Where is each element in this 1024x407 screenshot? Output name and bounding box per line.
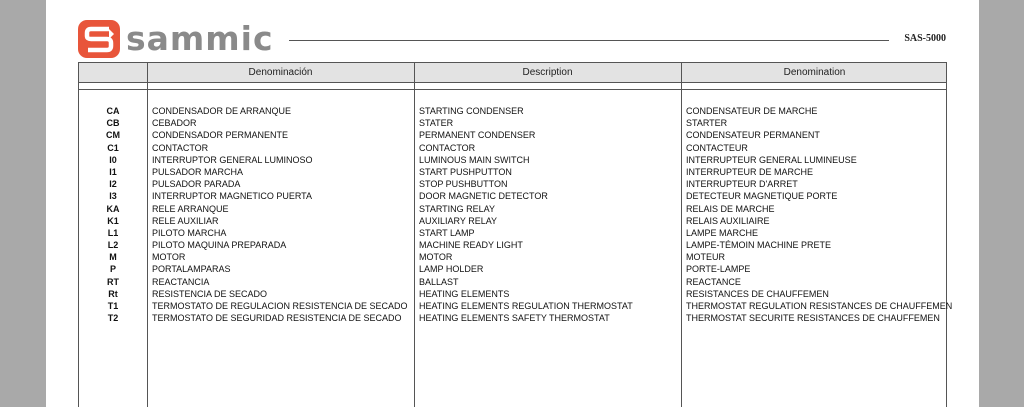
- table-row: [79, 227, 946, 239]
- spanish-cell: INTERRUPTOR MAGNETICO PUERTA: [152, 191, 313, 202]
- table-row: [79, 166, 946, 178]
- table-row: [79, 239, 946, 251]
- component-table: [78, 62, 953, 407]
- code-cell: CM: [106, 130, 120, 141]
- french-cell: CONTACTEUR: [686, 142, 748, 153]
- code-cell: M: [109, 252, 117, 263]
- english-cell: LUMINOUS MAIN SWITCH: [419, 154, 530, 165]
- code-cell: L2: [107, 240, 119, 251]
- english-cell: PERMANENT CONDENSER: [419, 130, 536, 141]
- english-cell: HEATING ELEMENTS: [419, 288, 510, 299]
- french-cell: LAMPE MARCHE: [686, 227, 759, 238]
- table-row: [79, 154, 946, 166]
- french-cell: THERMOSTAT REGULATION RESISTANCES DE CHAUFFEMEN: [686, 301, 953, 311]
- table-row: [79, 117, 946, 129]
- code-cell: KA: [106, 203, 120, 214]
- spanish-cell: MOTOR: [152, 252, 186, 263]
- code-cell: I0: [109, 154, 117, 165]
- english-cell: LAMP HOLDER: [419, 264, 484, 275]
- header-rule: [289, 40, 889, 41]
- table-header: [79, 63, 946, 83]
- column-header-code: [79, 63, 147, 82]
- code-cell: T2: [107, 313, 119, 324]
- french-cell: PORTE-LAMPE: [686, 264, 751, 275]
- french-cell: RELAIS AUXILIAIRE: [686, 215, 770, 226]
- french-cell: INTERRUPTEUR DE MARCHE: [686, 166, 814, 177]
- french-cell: THERMOSTAT SECURITE RESISTANCES DE CHAUFFEMEN: [686, 313, 940, 324]
- spanish-cell: RELE AUXILIAR: [152, 215, 219, 226]
- code-cell: RT: [107, 276, 119, 287]
- table-row: [79, 300, 953, 312]
- english-cell: STARTING RELAY: [419, 203, 496, 214]
- table-body: [79, 105, 953, 324]
- french-cell: INTERRUPTEUR D'ARRET: [686, 179, 798, 190]
- code-cell: I1: [109, 166, 117, 177]
- spanish-cell: REACTANCIA: [152, 276, 210, 287]
- spanish-cell: TERMOSTATO DE SEGURIDAD RESISTENCIA DE SECADO: [152, 313, 402, 324]
- spanish-cell: PORTALAMPARAS: [152, 264, 231, 275]
- column-header-english: Description: [522, 67, 573, 78]
- french-cell: STARTER: [686, 118, 728, 129]
- english-cell: HEATING ELEMENTS SAFETY THERMOSTAT: [419, 313, 610, 324]
- table-row: [79, 203, 946, 215]
- english-cell: START PUSHPUTTON: [419, 166, 512, 177]
- column-header-french: Denomination: [783, 67, 846, 78]
- spanish-cell: PILOTO MARCHA: [152, 227, 227, 238]
- french-cell: MOTEUR: [686, 252, 725, 263]
- code-cell: L1: [107, 227, 119, 238]
- spanish-cell: CONDENSADOR PERMANENTE: [152, 130, 289, 141]
- english-cell: HEATING ELEMENTS REGULATION THERMOSTAT: [419, 301, 633, 311]
- spanish-cell: INTERRUPTOR GENERAL LUMINOSO: [152, 154, 313, 165]
- english-cell: MOTOR: [419, 252, 453, 263]
- english-cell: AUXILIARY RELAY: [419, 215, 498, 226]
- table-row: [79, 276, 946, 288]
- english-cell: START LAMP: [419, 227, 475, 238]
- code-cell: T1: [107, 301, 119, 311]
- code-cell: CA: [106, 106, 120, 116]
- french-cell: CONDENSATEUR DE MARCHE: [686, 106, 818, 116]
- french-cell: RELAIS DE MARCHE: [686, 203, 775, 214]
- spanish-cell: RELE ARRANQUE: [152, 203, 229, 214]
- code-cell: K1: [107, 215, 119, 226]
- table-row: [79, 251, 946, 263]
- code-cell: I2: [109, 179, 117, 190]
- spanish-cell: CONDENSADOR DE ARRANQUE: [152, 106, 292, 116]
- spanish-cell: TERMOSTATO DE REGULACION RESISTENCIA DE SECADO: [152, 301, 408, 311]
- table-row: [79, 105, 946, 117]
- french-cell: INTERRUPTEUR GENERAL LUMINEUSE: [686, 154, 857, 165]
- table-row: [79, 288, 946, 300]
- table-row: [79, 312, 946, 324]
- code-cell: Rt: [108, 288, 118, 299]
- english-cell: DOOR MAGNETIC DETECTOR: [419, 191, 548, 202]
- english-cell: STARTING CONDENSER: [419, 106, 524, 116]
- english-cell: STOP PUSHBUTTON: [419, 179, 508, 190]
- spanish-cell: CONTACTOR: [152, 142, 209, 153]
- table-row: [79, 129, 946, 141]
- spanish-cell: PULSADOR PARADA: [152, 179, 241, 190]
- spanish-cell: RESISTENCIA DE SECADO: [152, 288, 268, 299]
- body-top-rule: [79, 89, 946, 90]
- french-cell: LAMPE-TÉMOIN MACHINE PRETE: [686, 240, 832, 251]
- table-row: [79, 142, 946, 154]
- french-cell: REACTANCE: [686, 276, 741, 287]
- sammic-logo: [78, 20, 274, 58]
- table-row: [79, 263, 946, 275]
- column-header-spanish: Denominación: [248, 67, 313, 78]
- document-page: [46, 0, 979, 407]
- code-cell: I3: [109, 191, 117, 202]
- english-cell: STATER: [419, 118, 454, 129]
- table-row: [79, 190, 946, 202]
- spanish-cell: PULSADOR MARCHA: [152, 166, 244, 177]
- code-cell: P: [109, 264, 116, 275]
- english-cell: MACHINE READY LIGHT: [419, 240, 523, 251]
- spanish-cell: PILOTO MAQUINA PREPARADA: [152, 240, 287, 251]
- french-cell: CONDENSATEUR PERMANENT: [686, 130, 820, 141]
- table-row: [79, 178, 946, 190]
- code-cell: C1: [107, 142, 119, 153]
- code-cell: CB: [106, 118, 120, 129]
- english-cell: CONTACTOR: [419, 142, 476, 153]
- sammic-logo-icon: [78, 20, 120, 58]
- english-cell: BALLAST: [419, 276, 459, 287]
- table-row: [79, 215, 946, 227]
- model-number: SAS-5000: [904, 33, 946, 44]
- french-cell: RESISTANCES DE CHAUFFEMEN: [686, 288, 829, 299]
- brand-name: sammic: [126, 19, 274, 58]
- french-cell: DETECTEUR MAGNETIQUE PORTE: [686, 191, 838, 202]
- spanish-cell: CEBADOR: [152, 118, 197, 129]
